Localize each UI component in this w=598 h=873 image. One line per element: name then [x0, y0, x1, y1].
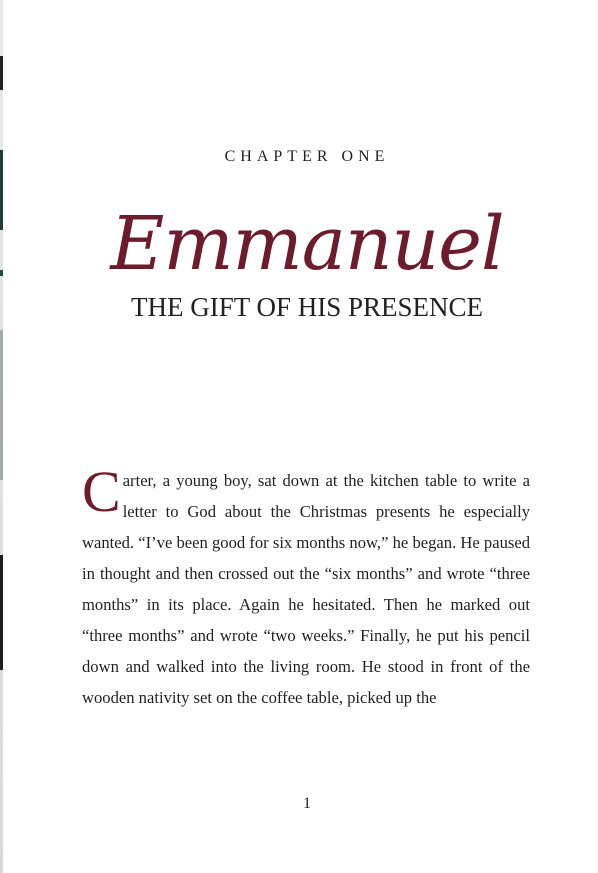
book-spine-edge: [0, 0, 3, 873]
chapter-label: CHAPTER ONE: [224, 148, 390, 165]
chapter-title: Emmanuel: [110, 201, 504, 287]
spine-edge-mark: [0, 555, 3, 670]
body-paragraph: [82, 459, 530, 713]
drop-cap: C: [82, 459, 121, 524]
spine-edge-mark: [0, 150, 3, 230]
spine-edge-mark: [0, 270, 3, 276]
page-number: 1: [303, 795, 311, 812]
body-paragraph-text: arter, a young boy, sat down at the kitchen table to write a letter to God about the Christmas presents he especially wanted. “I’ve been good for six months now,” he began. He paused in thought and then crossed out the “six months” and wrote “three months” in its place. Again he hesitated. Then he marked out “three months” and wrote “two weeks.” Finally, he put his pencil down and walked into the living room. He stood in front of the wooden nativity set on the coffee table, picked up the: [82, 471, 530, 707]
spine-edge-mark: [0, 56, 3, 90]
chapter-subtitle: THE GIFT OF HIS PRESENCE: [130, 292, 484, 322]
spine-edge-mark: [0, 330, 3, 480]
